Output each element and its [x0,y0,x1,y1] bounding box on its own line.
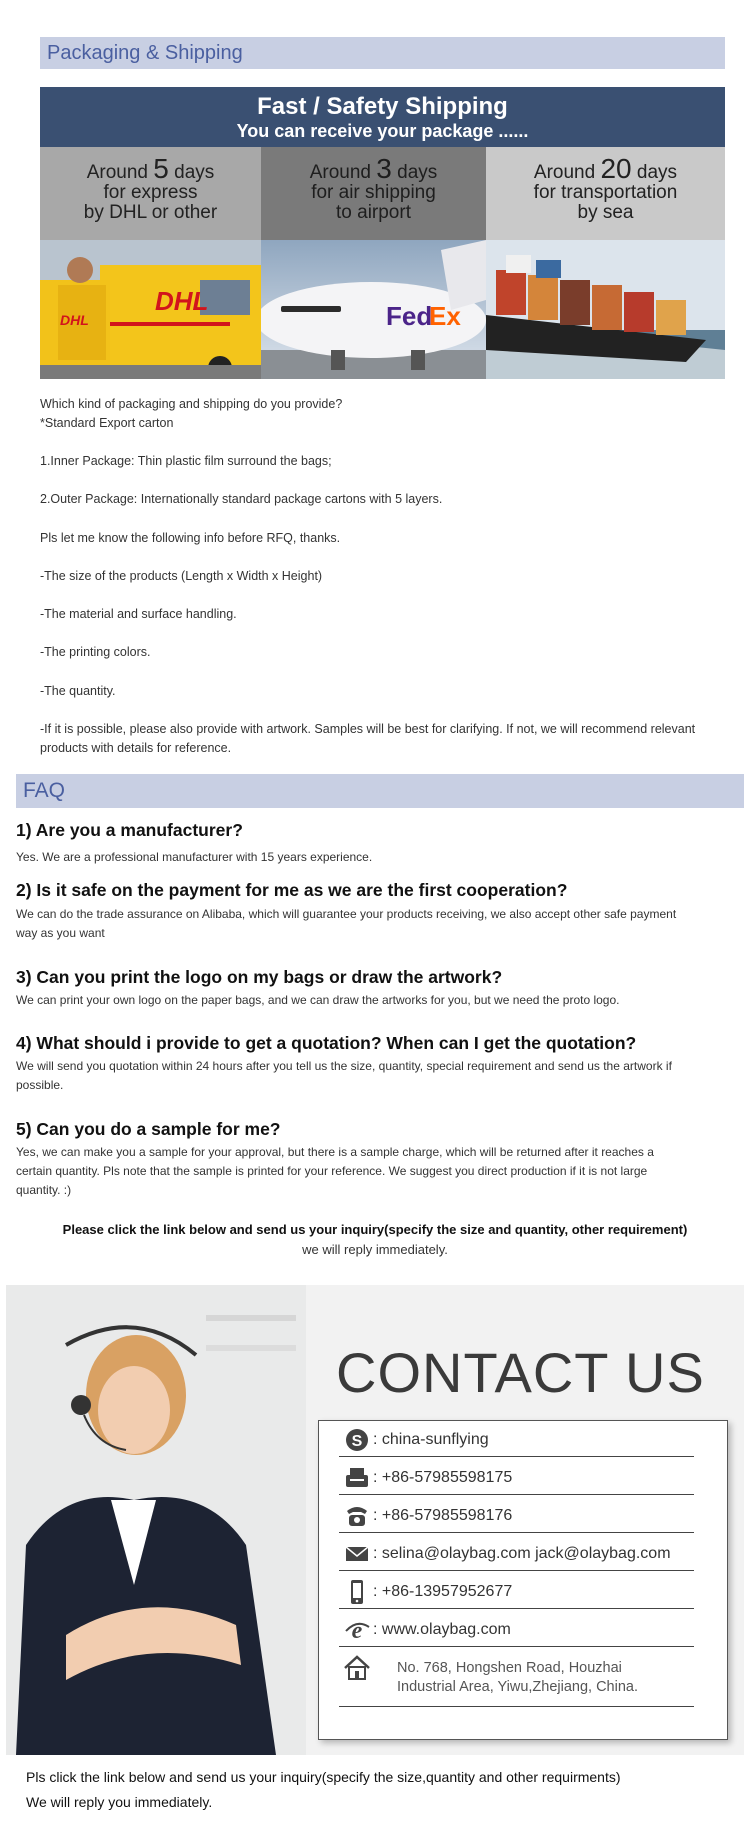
faq-question-3: 3) Can you print the logo on my bags or draw the artwork? [16,967,503,987]
contact-skype-row [339,1421,694,1457]
address-icon [343,1655,371,1681]
faq-answer-2: We can do the trade assurance on Alibaba, which will guarantee your products receiving, we also accept other safe payment [16,907,677,921]
contact-card [318,1420,728,1740]
packaging-shipping-header: Packaging & Shipping [40,37,725,69]
rfq-material: -The material and surface handling. [40,607,237,621]
footer-reply: We will reply you immediately. [26,1794,213,1810]
rfq-artwork: -If it is possible, please also provide with artwork. Samples will be best for clarifying. If not, we will recommend relevant [40,722,696,736]
faq-cta-line2: we will reply immediately. [302,1242,448,1257]
faq-answer-3: We can print your own logo on the paper bags, and we can draw the artworks for you, but we need the proto logo. [16,993,620,1007]
fax-icon [343,1465,371,1491]
contact-section [6,1285,744,1755]
col-days-number: 5 [153,153,169,184]
rfq-artwork-cont: products with details for reference. [40,741,232,755]
col-prefix: Around [533,162,596,183]
dhl-truck-image [40,240,261,379]
col-line3: by DHL or other [83,202,218,223]
web-icon [343,1617,371,1643]
inner-package: 1.Inner Package: Thin plastic film surround the bags; [40,454,332,468]
col-line2: for express [103,182,198,203]
website-link[interactable]: : www.olaybag.com [373,1621,511,1638]
faq-question-1: 1) Are you a manufacturer? [16,820,243,840]
rfq-size: -The size of the products (Length x Width x Height) [40,569,323,583]
svg-text:e: e [351,1618,363,1643]
svg-text:Fed: Fed [386,301,433,331]
contact-web-row [339,1611,694,1647]
address-line-2: Industrial Area, Yiwu,Zhejiang, China. [397,1679,638,1695]
skype-icon [343,1427,371,1453]
shipping-banner [40,87,725,379]
svg-text:Ex: Ex [429,301,461,331]
shipping-banner-title [40,87,725,147]
col-line3: by sea [577,202,634,223]
rfq-info: Pls let me know the following info before RFQ, thanks. [40,531,341,545]
faq-question-2: 2) Is it safe on the payment for me as we are the first cooperation? [16,880,568,900]
faq-cta-line1: Please click the link below and send us your inquiry(specify the size and quantity, other requirement) [62,1222,688,1237]
svg-text:DHL: DHL [155,286,209,316]
container-ship-image [486,240,725,379]
col-line2: for transportation [533,182,678,203]
faq-header: FAQ [16,774,744,808]
address-text [397,1659,638,1697]
outer-package: 2.Outer Package: Internationally standard package cartons with 5 layers. [40,492,443,506]
contact-fax-row [339,1459,694,1495]
col-unit: days [397,162,438,183]
svg-text:DHL: DHL [60,312,89,328]
faq-answer-5-cont2: quantity. :) [16,1183,72,1197]
col-unit: days [174,162,215,183]
banner-subtitle: You can receive your package ...... [236,121,529,141]
col-unit: days [636,162,678,183]
express-column [40,147,261,240]
address-line-1: No. 768, Hongshen Road, Houzhai [397,1660,622,1676]
telephone-icon [343,1503,371,1529]
col-days-number: 20 [600,153,632,184]
col-prefix: Around [86,162,148,183]
banner-title: Fast / Safety Shipping [257,93,508,120]
faq-answer-4-cont: possible. [16,1078,64,1092]
email-addresses[interactable]: : selina@olaybag.com jack@olaybag.com [373,1545,671,1562]
email-icon [343,1541,371,1567]
mobile-number: : +86-13957952677 [373,1583,513,1600]
col-line3: to airport [336,202,411,223]
col-prefix: Around [309,162,371,183]
faq-answer-2-cont: way as you want [16,926,105,940]
sea-column [486,147,725,240]
packaging-question: Which kind of packaging and shipping do you provide? [40,397,343,411]
faq-answer-5: Yes, we can make you a sample for your approval, but there is a sample charge, which will be returned after it reaches a [16,1145,654,1159]
contact-title: CONTACT US [336,1341,705,1404]
col-line2: for air shipping [311,182,436,203]
contact-mobile-row [339,1573,694,1609]
fax-number: : +86-57985598175 [373,1469,513,1486]
faq-answer-5-cont: certain quantity. Pls note that the sample is printed for your reference. We suggest you direct production if it is not large [16,1164,648,1178]
faq-question-5: 5) Can you do a sample for me? [16,1119,281,1139]
col-days-number: 3 [376,153,392,184]
svg-text:S: S [351,1433,363,1450]
fedex-plane-image [261,240,486,379]
mobile-icon [343,1579,371,1605]
footer-inquiry: Pls click the link below and send us your inquiry(specify the size,quantity and other requirments) [26,1769,621,1785]
rfq-quantity: -The quantity. [40,684,116,698]
contact-address-row [339,1649,694,1707]
faq-answer-1: Yes. We are a professional manufacturer with 15 years experience. [16,850,373,864]
contact-phone-row [339,1497,694,1533]
faq-question-4: 4) What should i provide to get a quotation? When can I get the quotation? [16,1033,637,1053]
faq-answer-4: We will send you quotation within 24 hours after you tell us the size, quantity, special requirement and send us the artwork if [16,1059,672,1073]
rfq-colors: -The printing colors. [40,645,151,659]
contact-email-row [339,1535,694,1571]
packaging-standard: *Standard Export carton [40,416,174,430]
phone-number: : +86-57985598176 [373,1507,513,1524]
skype-id[interactable]: : china-sunflying [373,1431,489,1448]
air-column [261,147,486,240]
